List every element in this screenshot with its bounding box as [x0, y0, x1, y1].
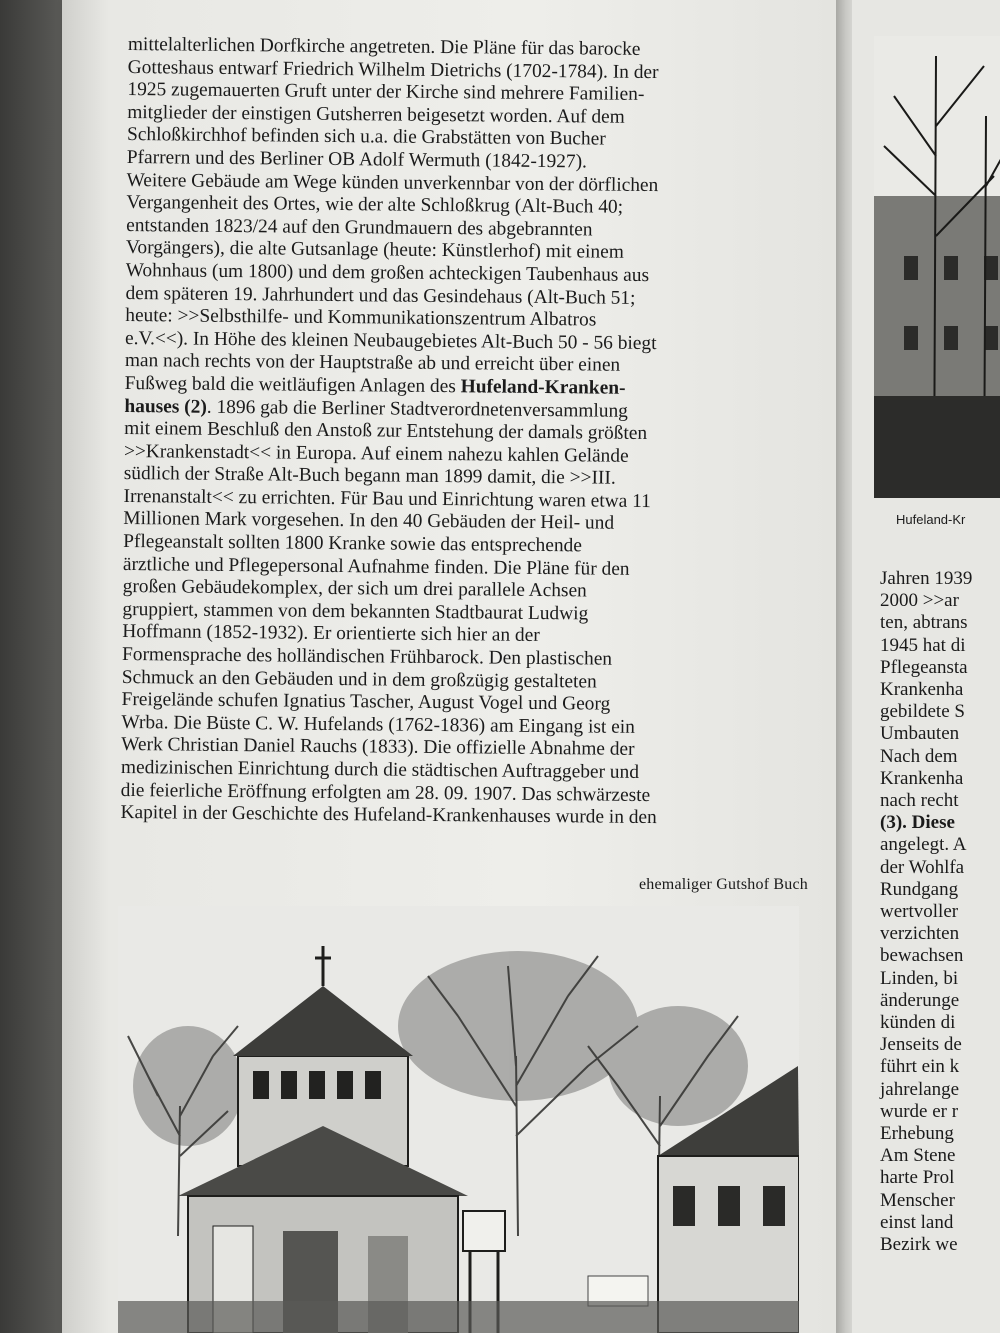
text-line: Wohnhaus (um 1800) und dem großen achteckigen Taubenhaus aus	[125, 259, 650, 286]
text-line: Freigelände schufen Ignatius Tascher, August Vogel und Georg	[121, 689, 611, 715]
text-line: 2000 >>ar	[880, 590, 959, 612]
right-page-body-text	[880, 568, 1000, 1256]
text-line: wurde er r	[880, 1100, 959, 1122]
text-line: angelegt. A	[880, 834, 967, 856]
text-line: Pflegeansta	[880, 656, 968, 678]
text-line: verzichten	[880, 923, 960, 945]
bold-heading-hufeland-2: hauses (2)	[124, 395, 207, 418]
text-line: mittelalterlichen Dorfkirche angetreten. Die Pläne für das barocke	[127, 34, 641, 60]
text-line: Nach dem	[880, 745, 958, 767]
text-line: Gotteshaus entwarf Friedrich Wilhelm Dietrichs (1702-1784). In der	[127, 56, 659, 83]
text-line: änderunge	[880, 989, 960, 1011]
text-line: harte Prol	[880, 1167, 955, 1189]
text-line: Erhebung	[880, 1123, 954, 1145]
text-line: Jenseits de	[880, 1034, 962, 1056]
photo-gutshof-buch	[118, 906, 799, 1333]
text-line: Linden, bi	[880, 967, 959, 989]
photo-caption-hufeland: Hufeland-Kr	[896, 512, 966, 527]
photo-illustration-right	[874, 36, 1000, 498]
text-line: mitglieder der einstigen Gutsherren beigesetzt worden. Auf dem	[127, 101, 625, 128]
photo-illustration	[118, 906, 799, 1333]
text-line: gebildete S	[880, 701, 965, 723]
text-line: Millionen Mark vorgesehen. In den 40 Gebäuden der Heil- und	[123, 508, 615, 535]
text-line: bewachsen	[880, 945, 964, 967]
text-line: >>Krankenstadt<< in Europa. Auf einem nahezu kahlen Gelände	[123, 440, 629, 467]
text-line: die feierliche Eröffnung erfolgten am 28. 09. 1907. Das schwärzeste	[120, 779, 651, 806]
text-line: Pfarrern und des Berliner OB Adolf Wermuth (1842-1927).	[126, 146, 588, 173]
left-page-body-text	[120, 34, 808, 831]
text-line: südlich der Straße Alt-Buch begann man 1899 damit, die >>III.	[123, 463, 616, 489]
bold-heading-hufeland: Hufeland-Kranken-	[460, 376, 626, 399]
text-line: Bezirk we	[880, 1234, 958, 1256]
text-line: Hoffmann (1852-1932). Er orientierte sich hier an der	[122, 621, 540, 647]
text-line: man nach rechts von der Hauptstraße ab und erreicht über einen	[124, 350, 621, 377]
text-line: Krankenha	[880, 679, 964, 701]
text-line: wertvoller	[880, 901, 959, 923]
text-line: (3). Diese	[880, 812, 955, 834]
text-line: dem späteren 19. Jahrhundert und das Gesindehaus (Alt-Buch 51;	[125, 282, 636, 309]
text-line: Menscher	[880, 1189, 955, 1211]
text-line: entstanden 1823/24 auf den Grundmauern des abgebrannten	[126, 214, 593, 241]
background-shadow	[0, 0, 70, 1333]
text-line: Vergangenheit des Ortes, wie der alte Schloßkrug (Alt-Buch 40;	[126, 192, 624, 218]
text-line: großen Gebäudekomplex, der sich um drei parallele Achsen	[122, 576, 587, 602]
photo-hufeland-krankenhaus	[874, 36, 1000, 498]
text-line: Pflegeanstalt sollten 1800 Kranke sowie das entsprechende	[123, 531, 582, 557]
text-line: nach recht	[880, 790, 959, 812]
text-segment: . 1896 gab die Berliner Stadtverordnetenversammlung	[206, 396, 629, 422]
text-line: Formensprache des holländischen Frühbarock. Den plastischen	[121, 644, 613, 670]
text-line: führt ein k	[880, 1056, 960, 1078]
text-line: e.V.<<). In Höhe des kleinen Neubaugebietes Alt-Buch 50 - 56 biegt	[124, 327, 657, 354]
text-line: mit einem Beschluß den Anstoß zur Entstehung der damals größten	[124, 418, 648, 445]
text-line: Kapitel in der Geschichte des Hufeland-Krankenhauses wurde in den	[120, 802, 657, 829]
text-line: heute: >>Selbsthilfe- und Kommunikationszentrum Albatros	[125, 305, 597, 331]
text-line: Am Stene	[880, 1145, 956, 1167]
text-line: Rundgang	[880, 878, 959, 900]
text-line: Krankenha	[880, 767, 964, 789]
text-line: ärztliche und Pflegepersonal Aufnahme finden. Die Pläne für den	[122, 553, 630, 580]
text-segment: Fußweg bald die weitläufigen Anlagen des	[124, 372, 461, 398]
text-line: Irrenanstalt<< zu errichten. Für Bau und Einrichtung waren etwa 11	[123, 485, 651, 512]
text-line: 1945 hat di	[880, 634, 966, 656]
text-line: Jahren 1939	[880, 568, 973, 589]
text-line: 1925 zugemauerten Gruft unter der Kirche sind mehrere Familien-	[127, 79, 645, 106]
text-line: gruppiert, stammen von dem bekannten Stadtbaurat Ludwig	[122, 598, 589, 625]
text-line: Vorgängers), die alte Gutsanlage (heute: Künstlerhof) mit einem	[125, 237, 624, 264]
text-line: einst land	[880, 1211, 954, 1233]
text-line: Schloßkirchhof befinden sich u.a. die Grabstätten von Bucher	[126, 124, 606, 150]
text-line: medizinischen Einrichtung durch die städtischen Auftraggeber und	[120, 756, 640, 783]
text-line: Umbauten	[880, 723, 960, 745]
text-line: künden di	[880, 1012, 956, 1034]
text-line: Werk Christian Daniel Rauchs (1833). Die offizielle Abnahme der	[121, 734, 635, 761]
photo-caption-gutshof: ehemaliger Gutshof Buch	[639, 876, 808, 893]
text-line: der Wohlfa	[880, 856, 965, 878]
text-line: jahrelange	[880, 1078, 960, 1100]
text-line: Schmuck an den Gebäuden und in dem großzügig gestalteten	[121, 666, 597, 693]
text-line: Wrba. Die Büste C. W. Hufelands (1762-1836) am Eingang ist ein	[121, 711, 636, 738]
text-line: Weitere Gebäude am Wege künden unverkennbar von der dörflichen	[126, 169, 659, 196]
text-line: ten, abtrans	[880, 612, 968, 634]
